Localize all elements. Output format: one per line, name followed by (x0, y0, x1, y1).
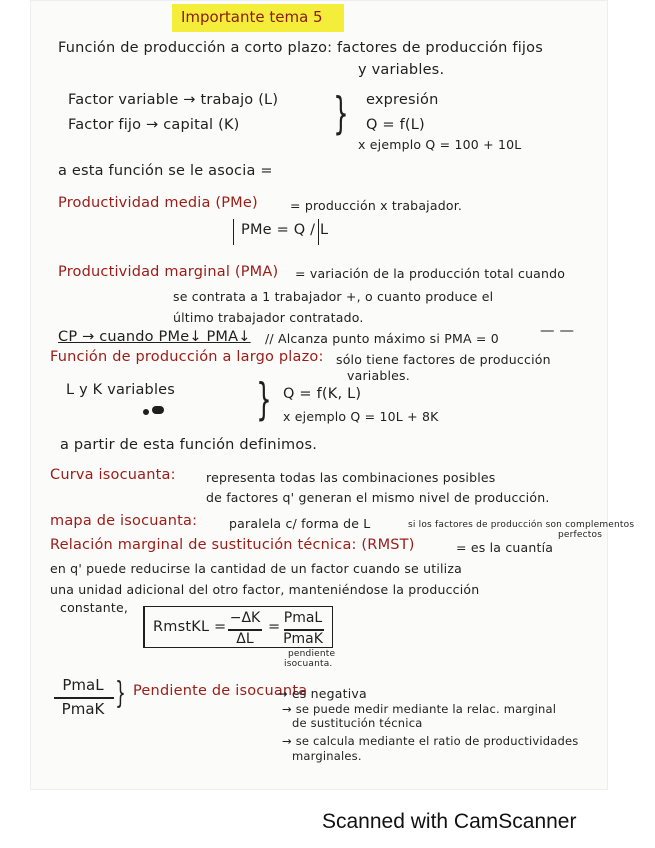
short-run-definition-cont: y variables. (358, 62, 445, 78)
average-productivity: Productividad media (PMe) (58, 195, 258, 211)
slope-fraction-bar (54, 697, 114, 699)
slope-calc: → se calcula mediante el ratio de productividades (282, 734, 579, 748)
fixed-factor: Factor fijo → capital (K) (68, 117, 240, 133)
brace-2: } (256, 374, 272, 425)
associated-line: a esta función se le asocia = (58, 163, 273, 179)
isoquant-def-2: de factores q' generan el mismo nivel de producción. (206, 490, 550, 505)
isoquant-slope: Pendiente de isocuanta (133, 683, 308, 699)
rmst-equals: = (268, 619, 281, 635)
isoquant-map-def: paralela c/ forma de L (229, 516, 371, 531)
long-run-definition: Función de producción a largo plazo: (50, 349, 324, 365)
rmst-def-4: constante, (60, 600, 129, 615)
isoquant-map-term: mapa de isocuanta: (50, 513, 198, 529)
short-run-example: x ejemplo Q = 100 + 10L (358, 137, 522, 152)
expression-label: expresión (366, 92, 439, 108)
slope-numerator: PmaL (62, 676, 104, 694)
slope-denominator: PmaK (61, 700, 105, 718)
rmst-formula-label: RmstKL = (153, 619, 227, 635)
scanner-watermark: Scanned with CamScanner (322, 810, 577, 833)
dash-mark: — — (540, 323, 575, 339)
slope-note-2: isocuanta. (284, 659, 333, 669)
ink-dot (143, 409, 149, 415)
defined-from-line: a partir de esta función definimos. (60, 437, 318, 453)
short-run-rule: CP → cuando PMe↓ PMA↓ (58, 329, 251, 345)
isoquant-map-note: si los factores de producción son complementos (408, 520, 635, 530)
short-run-definition: Función de producción a corto plazo: factores de producción fijos (58, 40, 543, 56)
long-run-variables: L y K variables (66, 382, 176, 398)
long-run-definition-cont: sólo tiene factores de producción (336, 352, 551, 367)
short-run-expression: Q = f(L) (366, 117, 425, 133)
variable-factor: Factor variable → trabajo (L) (68, 92, 279, 108)
slope-calc-2: marginales. (292, 749, 362, 763)
brace-3: } (115, 676, 126, 711)
isoquant-map-note-2: perfectos (558, 530, 603, 540)
page-title: Importante tema 5 (181, 8, 323, 26)
rmst-denominator-1: ΔL (236, 631, 254, 647)
slope-negative: → es negativa (277, 686, 367, 701)
marginal-productivity-def-3: último trabajador contratado. (173, 310, 364, 325)
marginal-productivity-def-2: se contrata a 1 trabajador +, o cuanto produce el (173, 289, 494, 304)
slope-note: pendiente (288, 649, 336, 659)
rmst-numerator-2: PmaL (283, 610, 323, 626)
long-run-example: x ejemplo Q = 10L + 8K (283, 409, 439, 424)
rmst-def-3: una unidad adicional del otro factor, manteniéndose la producción (50, 582, 480, 597)
marginal-productivity-def: = variación de la producción total cuando (295, 266, 566, 281)
slope-measure-2: de sustitución técnica (292, 716, 423, 730)
rmst-def: = es la cuantía (456, 540, 554, 555)
average-productivity-def: = producción x trabajador. (290, 198, 463, 213)
rmst-denominator-2: PmaK (283, 631, 323, 647)
long-run-definition-cont-2: variables. (347, 368, 410, 383)
rmst-term: Relación marginal de sustitución técnica: (RMST) (50, 537, 415, 553)
isoquant-term: Curva isocuanta: (50, 467, 176, 483)
rmst-numerator-1: −ΔK (229, 610, 261, 626)
isoquant-def: representa todas las combinaciones posibles (206, 470, 496, 485)
ink-mark (152, 406, 164, 414)
rmst-def-2: en q' puede reducirse la cantidad de un factor cuando se utiliza (50, 561, 462, 576)
brace: } (333, 88, 349, 139)
pme-formula: PMe = Q / L (241, 222, 329, 238)
slope-measure: → se puede medir mediante la relac. marginal (282, 702, 557, 716)
marginal-productivity: Productividad marginal (PMA) (58, 264, 279, 280)
max-point-note: // Alcanza punto máximo si PMA = 0 (265, 331, 499, 346)
long-run-expression: Q = f(K, L) (283, 386, 362, 402)
